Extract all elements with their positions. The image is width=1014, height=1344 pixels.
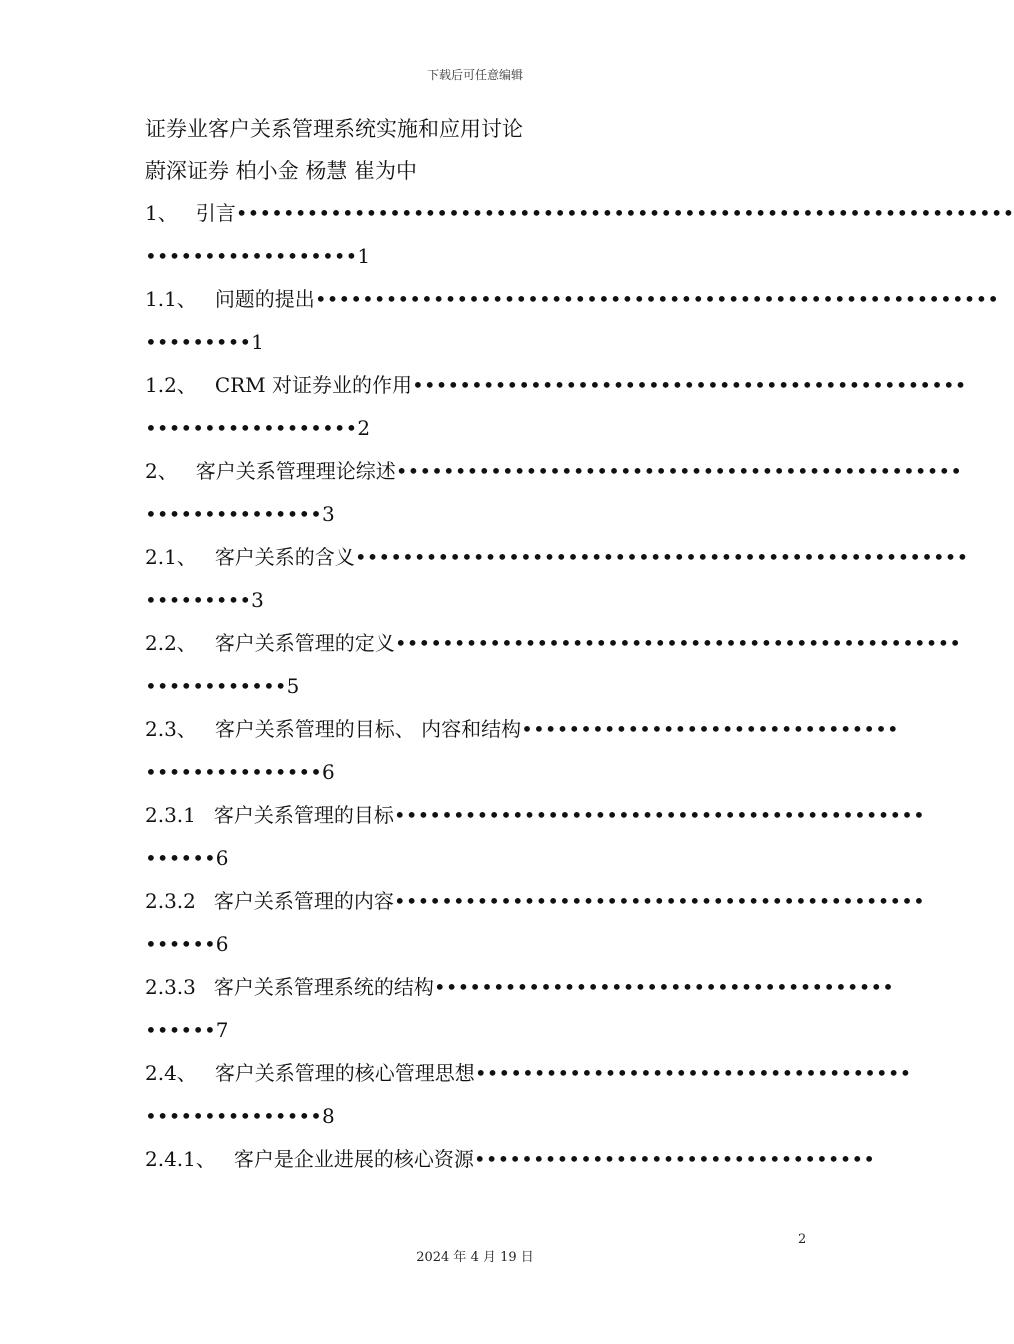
toc-entry[interactable]: [145, 794, 925, 880]
toc-entry-continuation: [145, 579, 815, 622]
toc-entry-number: 2.3.3: [145, 975, 196, 999]
toc-entry-continuation: [145, 1009, 815, 1052]
toc-entry-line: [145, 192, 1014, 235]
toc-entry[interactable]: [145, 536, 969, 622]
document-body: [145, 108, 1014, 1181]
toc-entry-number: 2.3、: [145, 717, 197, 741]
toc-entry-line: [145, 1138, 875, 1181]
toc-entry-leader-dots: •••••••••••••••••••••••••••••••••••••••: [433, 975, 894, 999]
toc-entry-page: 1: [251, 330, 264, 354]
toc-entry-leader-dots: ••••••••••••: [145, 674, 287, 698]
toc-entry-leader-dots: ••••••••••••••••••••••••••••••••••••••••••••••••••••••••••: [314, 287, 1000, 311]
toc-entry-page: 3: [321, 502, 335, 526]
toc-entry-line: [145, 1052, 912, 1095]
toc-entry-line: [145, 450, 962, 493]
page-footer-date: 2024 年 4 月 19 日: [416, 1250, 534, 1265]
toc-entry-number: 2、: [145, 459, 178, 483]
toc-entry-leader-dots: ••••••••••••••••••••••••••••••••••••••••••••••••: [395, 459, 962, 483]
toc-entry-line: [145, 966, 894, 1009]
table-of-contents: [145, 192, 1014, 1181]
toc-entry-title: 问题的提出: [214, 287, 315, 311]
toc-entry-page: 6: [215, 846, 229, 870]
toc-entry[interactable]: [145, 364, 967, 450]
toc-entry[interactable]: [145, 1138, 875, 1181]
toc-entry-page: 8: [321, 1104, 335, 1128]
toc-entry[interactable]: [145, 450, 962, 536]
toc-entry-line: [145, 794, 925, 837]
toc-entry-line: [145, 536, 969, 579]
toc-entry-leader-dots: •••••••••: [145, 588, 252, 612]
toc-entry-title: 客户关系管理的内容: [213, 889, 394, 913]
toc-entry-continuation: [145, 321, 815, 364]
toc-entry[interactable]: [145, 966, 894, 1052]
toc-entry-leader-dots: ••••••••••••••••••: [145, 244, 358, 268]
toc-entry-continuation: [145, 1095, 815, 1138]
toc-entry-leader-dots: •••••••••••••••••••••••••••••••••••••••••••••••: [412, 373, 967, 397]
toc-entry-continuation: [145, 493, 815, 536]
toc-entry-leader-dots: ••••••: [145, 1018, 216, 1042]
toc-entry-continuation: [145, 407, 815, 450]
toc-entry-continuation: [145, 235, 815, 278]
toc-entry-title: 客户关系的含义: [214, 545, 355, 569]
toc-entry-number: 1.1、: [145, 287, 197, 311]
toc-entry-leader-dots: ••••••: [145, 932, 216, 956]
toc-entry-title: 引言: [195, 201, 236, 225]
toc-entry-title: 客户关系管理的核心管理思想: [214, 1061, 475, 1085]
toc-entry-line: [145, 622, 962, 665]
toc-entry-line: [145, 880, 925, 923]
toc-entry-title: 客户关系管理的目标、 内容和结构: [214, 717, 522, 741]
toc-entry-page: 3: [251, 588, 264, 612]
toc-entry-leader-dots: ••••••••••••••••••••••••••••••••: [521, 717, 899, 741]
toc-entry-continuation: [145, 923, 815, 966]
document-authors: 蔚深证券 柏小金 杨慧 崔为中: [145, 159, 418, 183]
toc-entry-line: [145, 708, 899, 751]
page-header: 下载后可任意编辑: [426, 68, 523, 82]
toc-entry[interactable]: [145, 622, 962, 708]
page-number: 2: [798, 1232, 807, 1247]
toc-entry-leader-dots: ••••••••••••••••••••••••••••••••••••••••••••••••: [394, 631, 962, 655]
toc-entry-page: 5: [286, 674, 300, 698]
toc-entry-line: [145, 278, 1000, 321]
toc-entry-number: 2.2、: [145, 631, 197, 655]
toc-entry-leader-dots: ••••••••••••••••••••••••••••••••••: [473, 1147, 875, 1171]
toc-entry-page: 2: [357, 416, 371, 440]
toc-entry-number: 2.1、: [145, 545, 197, 569]
toc-entry[interactable]: [145, 708, 899, 794]
toc-entry-line: [145, 364, 967, 407]
toc-entry-number: 2.3.1: [145, 803, 196, 827]
document-title: 证券业客户关系管理系统实施和应用讨论: [145, 117, 523, 141]
toc-entry-continuation: [145, 837, 815, 880]
toc-entry-title: 客户关系管理系统的结构: [213, 975, 434, 999]
toc-entry-page: 1: [357, 244, 371, 268]
toc-entry-leader-dots: ••••••: [145, 846, 216, 870]
toc-entry-number: 2.4、: [145, 1061, 197, 1085]
toc-entry-leader-dots: ••••••••••••••••••: [145, 416, 358, 440]
toc-entry-page: 6: [215, 932, 229, 956]
toc-entry-number: 1.2、: [145, 373, 197, 397]
toc-entry[interactable]: [145, 278, 1000, 364]
toc-entry-number: 2.4.1、: [145, 1147, 216, 1171]
toc-entry-leader-dots: •••••••••: [145, 330, 252, 354]
toc-entry-leader-dots: ••••••••••••••••••••••••••••••••••••••••••••••••••••••••••••••••••: [235, 201, 1014, 225]
toc-entry-title: 客户关系管理理论综述: [195, 459, 396, 483]
toc-entry-title: CRM 对证券业的作用: [214, 373, 413, 397]
toc-entry-leader-dots: •••••••••••••••••••••••••••••••••••••: [474, 1061, 912, 1085]
toc-entry-continuation: [145, 665, 815, 708]
toc-entry[interactable]: [145, 880, 925, 966]
toc-entry-leader-dots: •••••••••••••••: [145, 760, 322, 784]
toc-entry-title: 客户关系管理的定义: [214, 631, 395, 655]
toc-entry[interactable]: [145, 192, 1014, 278]
toc-entry-title: 客户是企业进展的核心资源: [233, 1147, 474, 1171]
toc-entry-leader-dots: ••••••••••••••••••••••••••••••••••••••••••••••••••••: [354, 545, 969, 569]
toc-entry-continuation: [145, 751, 815, 794]
toc-entry-leader-dots: •••••••••••••••••••••••••••••••••••••••••••••: [393, 803, 925, 827]
toc-entry-page: 6: [321, 760, 335, 784]
toc-entry[interactable]: [145, 1052, 912, 1138]
toc-entry-number: 2.3.2: [145, 889, 196, 913]
toc-entry-number: 1、: [145, 201, 178, 225]
toc-entry-leader-dots: •••••••••••••••••••••••••••••••••••••••••••••: [393, 889, 925, 913]
toc-entry-title: 客户关系管理的目标: [213, 803, 394, 827]
toc-entry-leader-dots: •••••••••••••••: [145, 1104, 322, 1128]
toc-entry-page: 7: [215, 1018, 229, 1042]
toc-entry-leader-dots: •••••••••••••••: [145, 502, 322, 526]
